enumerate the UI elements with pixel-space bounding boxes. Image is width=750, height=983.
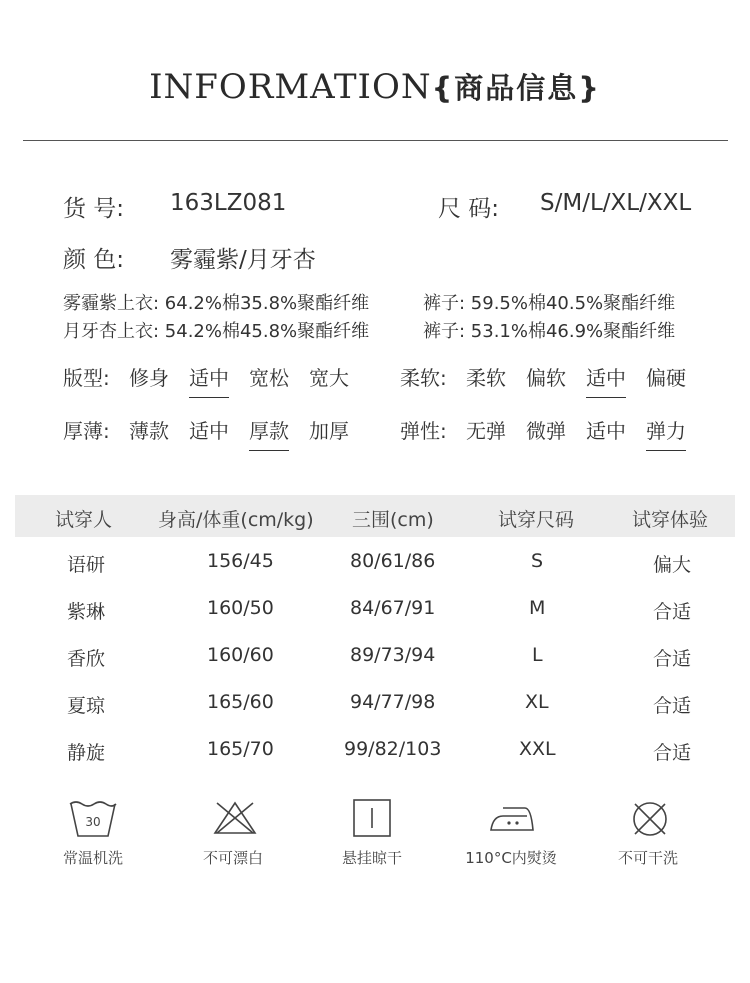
- title-en: INFORMATION: [149, 67, 432, 107]
- no-dry-clean-icon: [631, 800, 669, 838]
- table-cell-size: M: [529, 597, 546, 619]
- table-header-cell: 三围(cm): [352, 509, 434, 531]
- no-bleach-icon: [212, 800, 258, 836]
- table-cell-size: S: [531, 550, 544, 572]
- fit-option: 宽大: [309, 366, 349, 390]
- wash-30-icon: [68, 798, 118, 840]
- table-cell-measurements: 94/77/98: [350, 691, 436, 713]
- color-label: 颜 色:: [63, 247, 125, 273]
- table-cell-name: 静旋: [67, 742, 106, 764]
- care-label: 不可干洗: [617, 849, 678, 867]
- composition-pants-1: 裤子: 59.5%棉40.5%聚酯纤维: [423, 293, 676, 314]
- table-cell-name: 香欣: [67, 648, 106, 670]
- care-label: 常温机洗: [62, 849, 123, 867]
- size-value: S/M/L/XL/XXL: [540, 190, 692, 216]
- table-cell-experience: 合适: [653, 648, 692, 670]
- table-cell-height-weight: 156/45: [207, 550, 274, 572]
- title-cn: {商品信息}: [431, 71, 601, 105]
- table-cell-height-weight: 165/60: [207, 691, 274, 713]
- fit-label: 版型:: [63, 366, 110, 390]
- table-header-cell: 试穿尺码: [498, 509, 575, 531]
- composition-pants-2: 裤子: 53.1%棉46.9%聚酯纤维: [423, 321, 676, 342]
- iron-medium-icon: [489, 804, 537, 834]
- table-cell-experience: 合适: [653, 742, 692, 764]
- item-no-label: 货 号:: [63, 196, 125, 222]
- thickness-label: 厚薄:: [63, 419, 110, 443]
- table-cell-name: 语研: [67, 554, 106, 576]
- softness-option: 柔软: [466, 366, 506, 390]
- table-cell-measurements: 80/61/86: [350, 550, 436, 572]
- thickness-option: 薄款: [129, 419, 169, 443]
- fit-option: 修身: [129, 366, 169, 390]
- table-cell-measurements: 99/82/103: [344, 738, 442, 760]
- softness-option-selected: 适中: [586, 362, 626, 398]
- table-cell-height-weight: 165/70: [207, 738, 274, 760]
- svg-text:30: 30: [85, 815, 101, 829]
- table-cell-height-weight: 160/50: [207, 597, 274, 619]
- elasticity-option: 适中: [586, 419, 626, 443]
- table-cell-name: 夏琼: [67, 695, 106, 717]
- color-value: 雾霾紫/月牙杏: [170, 247, 316, 273]
- table-cell-experience: 合适: [653, 601, 692, 623]
- table-cell-name: 紫琳: [67, 601, 106, 623]
- table-cell-experience: 合适: [653, 695, 692, 717]
- composition-top-2: 月牙杏上衣: 54.2%棉45.8%聚酯纤维: [63, 321, 370, 342]
- care-label: 110°C内熨烫: [465, 849, 557, 867]
- item-no-value: 163LZ081: [170, 190, 287, 216]
- table-cell-size: XL: [525, 691, 549, 713]
- table-cell-measurements: 89/73/94: [350, 644, 436, 666]
- elasticity-label: 弹性:: [400, 419, 447, 443]
- composition-top-1: 雾霾紫上衣: 64.2%棉35.8%聚酯纤维: [63, 293, 370, 314]
- table-header-cell: 试穿体验: [632, 509, 709, 531]
- table-header-cell: 试穿人: [55, 509, 113, 531]
- softness-option: 偏硬: [646, 366, 686, 390]
- care-label: 不可漂白: [202, 849, 263, 867]
- thickness-option: 加厚: [309, 419, 349, 443]
- table-cell-height-weight: 160/60: [207, 644, 274, 666]
- page-title: [0, 66, 750, 107]
- table-cell-size: L: [532, 644, 543, 666]
- table-cell-experience: 偏大: [653, 554, 692, 576]
- fit-option-selected: 适中: [189, 362, 229, 398]
- elasticity-option: 无弹: [466, 419, 506, 443]
- table-cell-size: XXL: [519, 738, 556, 760]
- elasticity-option-selected: 弹力: [646, 415, 686, 451]
- table-cell-measurements: 84/67/91: [350, 597, 436, 619]
- thickness-option: 适中: [189, 419, 229, 443]
- fit-option: 宽松: [249, 366, 289, 390]
- elasticity-option: 微弹: [526, 419, 566, 443]
- title-divider: [23, 140, 728, 141]
- care-label: 悬挂晾干: [341, 849, 402, 867]
- size-label: 尺 码:: [438, 196, 500, 222]
- thickness-option-selected: 厚款: [249, 415, 289, 451]
- softness-option: 偏软: [526, 366, 566, 390]
- table-header-cell: 身高/体重(cm/kg): [158, 509, 314, 531]
- hang-dry-icon: [352, 798, 392, 838]
- softness-label: 柔软:: [400, 366, 447, 390]
